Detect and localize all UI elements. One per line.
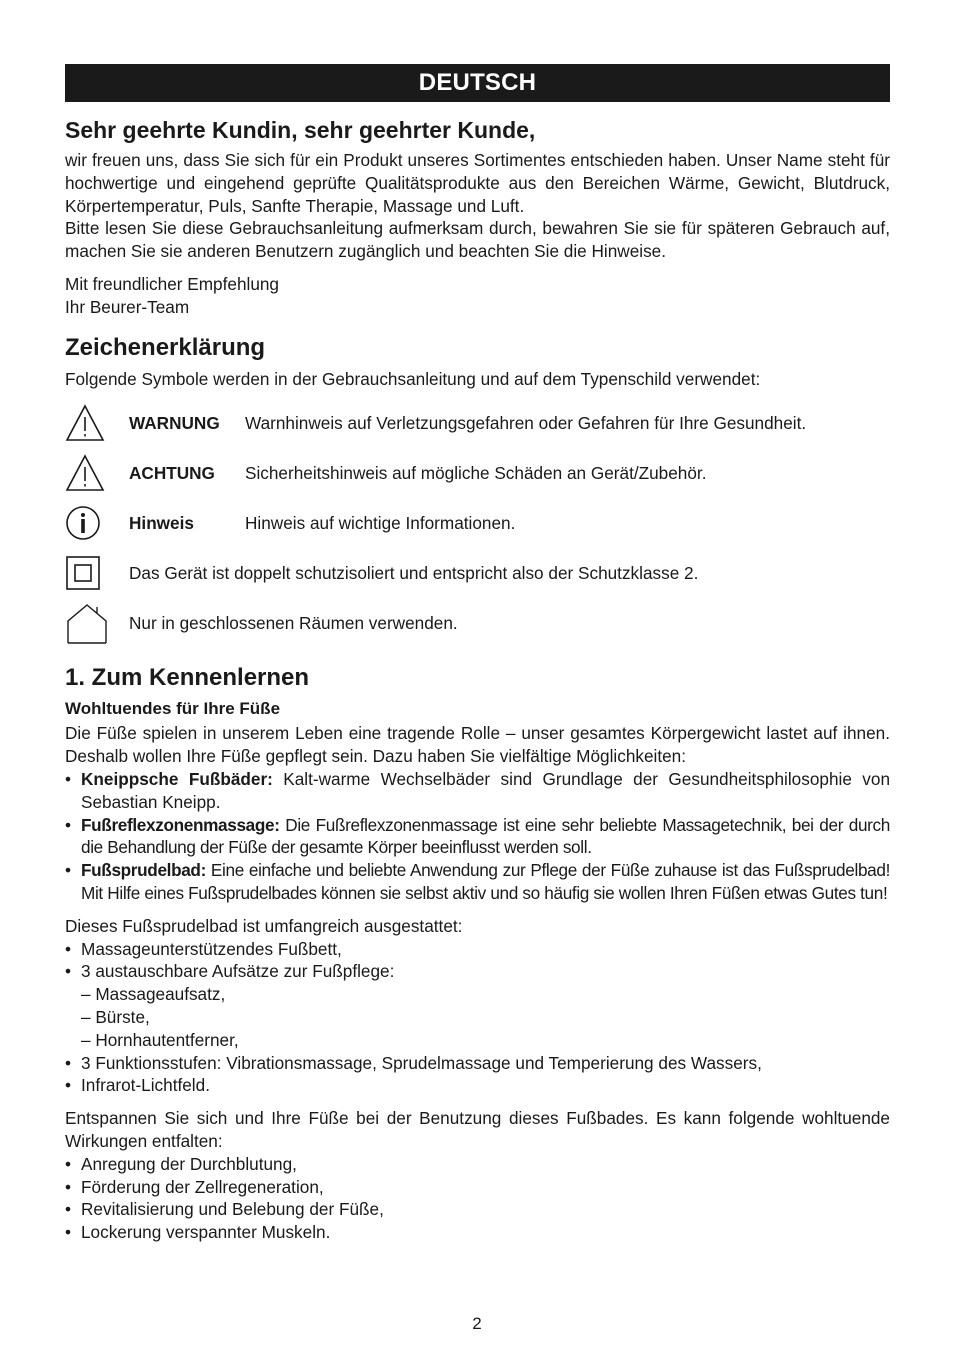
care-options-list — [65, 768, 890, 905]
list-item-text: Kalt-warme Wechselbäder sind Grundlage der Gesundheitsphilosophie von Sebastian Kneipp. — [81, 768, 891, 812]
section-title-kennenlernen: 1. Zum Kennenlernen — [65, 664, 310, 692]
list-item-text: Die Fußreflexzonenmassage ist eine sehr beliebte Massagetechnik, bei der durch die Behandlung der Füße der gesamte Körper beeinflusst werden soll. — [81, 814, 890, 858]
greeting-paragraph-1: wir freuen uns, dass Sie sich für ein Produkt unseres Sortimentes entschieden haben. Unser Name steht für hochwertige und eingehend geprüfte Qualitätsprodukte aus den Bereichen Wärme, Gewicht, Blutdruck, Körpertemperatur, Puls, Sanfte Therapie, Massage und Luft. — [65, 150, 890, 216]
list-item-term: Kneippsche Fußbäder: — [81, 768, 273, 789]
symbols-title: Zeichenerklärung — [65, 333, 266, 361]
equipment-intro: Dieses Fußsprudelbad ist umfangreich ausgestattet: — [65, 915, 463, 936]
list-item: • Förderung der Zellregeneration, — [65, 1176, 890, 1199]
warning-triangle-icon — [65, 401, 129, 445]
list-item: • 3 austauschbare Aufsätze zur Fußpflege: — [65, 960, 890, 983]
symbols-list — [65, 398, 890, 648]
list-item: – Massageaufsatz, — [81, 984, 226, 1005]
list-item: • Lockerung verspannter Muskeln. — [65, 1221, 890, 1244]
greeting-closing-1: Mit freundlicher Empfehlung — [65, 273, 279, 294]
list-item: – Hornhautentferner, — [81, 1029, 239, 1050]
document-page — [65, 64, 890, 1244]
equipment-list-continued — [65, 1052, 890, 1098]
effects-intro: Entspannen Sie sich und Ihre Füße bei der Benutzung dieses Fußbades. Es kann folgende wohltuende Wirkungen entfalten: — [65, 1108, 890, 1151]
equipment-list — [65, 938, 890, 984]
symbol-description: Hinweis auf wichtige Informationen. — [245, 512, 516, 533]
list-item: – Bürste, — [81, 1006, 150, 1027]
list-item: • Revitalisierung und Belebung der Füße, — [65, 1198, 890, 1221]
indoor-house-icon — [65, 601, 129, 645]
list-item-text: Eine einfache und beliebte Anwendung zur Pflege der Füße zuhause ist das Fußsprudelbad! Mit Hilfe eines Fußsprudelbades können sie selbst aktiv und so häufig sie wollen Ihren Füßen etwas Gutes tun! — [81, 860, 890, 903]
section-paragraph: Die Füße spielen in unserem Leben eine tragende Rolle – unser gesamtes Körpergewicht lastet auf ihnen. Deshalb wollen Ihre Füße gepflegt sein. Dazu haben Sie vielfältige Möglichkeiten: — [65, 723, 890, 767]
greeting-paragraph-2: Bitte lesen Sie diese Gebrauchsanleitung aufmerksam durch, bewahren Sie sie für späteren Gebrauch auf, machen Sie sie anderen Benutzern zugänglich und beachten Sie die Hinweise. — [65, 218, 890, 262]
symbol-row-warning — [65, 398, 890, 448]
attachments-list — [65, 983, 890, 1051]
section-subtitle: Wohltuendes für Ihre Füße — [65, 699, 281, 719]
caution-triangle-icon — [65, 451, 129, 495]
language-header: DEUTSCH — [65, 64, 890, 102]
info-icon — [65, 501, 129, 545]
symbol-description: Das Gerät ist doppelt schutzisoliert und entspricht also der Schutzklasse 2. — [129, 562, 699, 583]
list-item — [65, 859, 890, 905]
list-item: • 3 Funktionsstufen: Vibrationsmassage, Sprudelmassage und Temperierung des Wassers, — [65, 1052, 890, 1075]
list-item — [65, 814, 890, 860]
list-item: • Infrarot-Lichtfeld. — [65, 1074, 890, 1097]
symbol-row-indoor — [65, 598, 890, 648]
list-item — [65, 768, 890, 814]
symbol-description: Sicherheitshinweis auf mögliche Schäden an Gerät/Zubehör. — [245, 462, 707, 483]
symbol-term: ACHTUNG — [129, 462, 215, 483]
symbol-description: Nur in geschlossenen Räumen verwenden. — [129, 612, 458, 633]
page-number: 2 — [472, 1314, 482, 1333]
list-item: • Anregung der Durchblutung, — [65, 1153, 890, 1176]
symbol-description: Warnhinweis auf Verletzungsgefahren oder Gefahren für Ihre Gesundheit. — [245, 412, 807, 433]
greeting-title: Sehr geehrte Kundin, sehr geehrter Kunde, — [65, 117, 536, 143]
greeting-closing-2: Ihr Beurer-Team — [65, 296, 190, 317]
double-insulation-icon — [65, 551, 129, 595]
symbol-row-caution — [65, 448, 890, 498]
symbol-term: WARNUNG — [129, 412, 220, 433]
effects-list — [65, 1153, 890, 1244]
symbols-intro: Folgende Symbole werden in der Gebrauchsanleitung und auf dem Typenschild verwendet: — [65, 368, 761, 389]
list-item: • Massageunterstützendes Fußbett, — [65, 938, 890, 961]
symbol-row-info — [65, 498, 890, 548]
list-item-term: Fußreflexzonenmassage: — [81, 814, 280, 835]
symbol-row-double-insulation — [65, 548, 890, 598]
symbol-term: Hinweis — [129, 512, 194, 533]
list-item-term: Fußsprudelbad: — [81, 860, 206, 881]
